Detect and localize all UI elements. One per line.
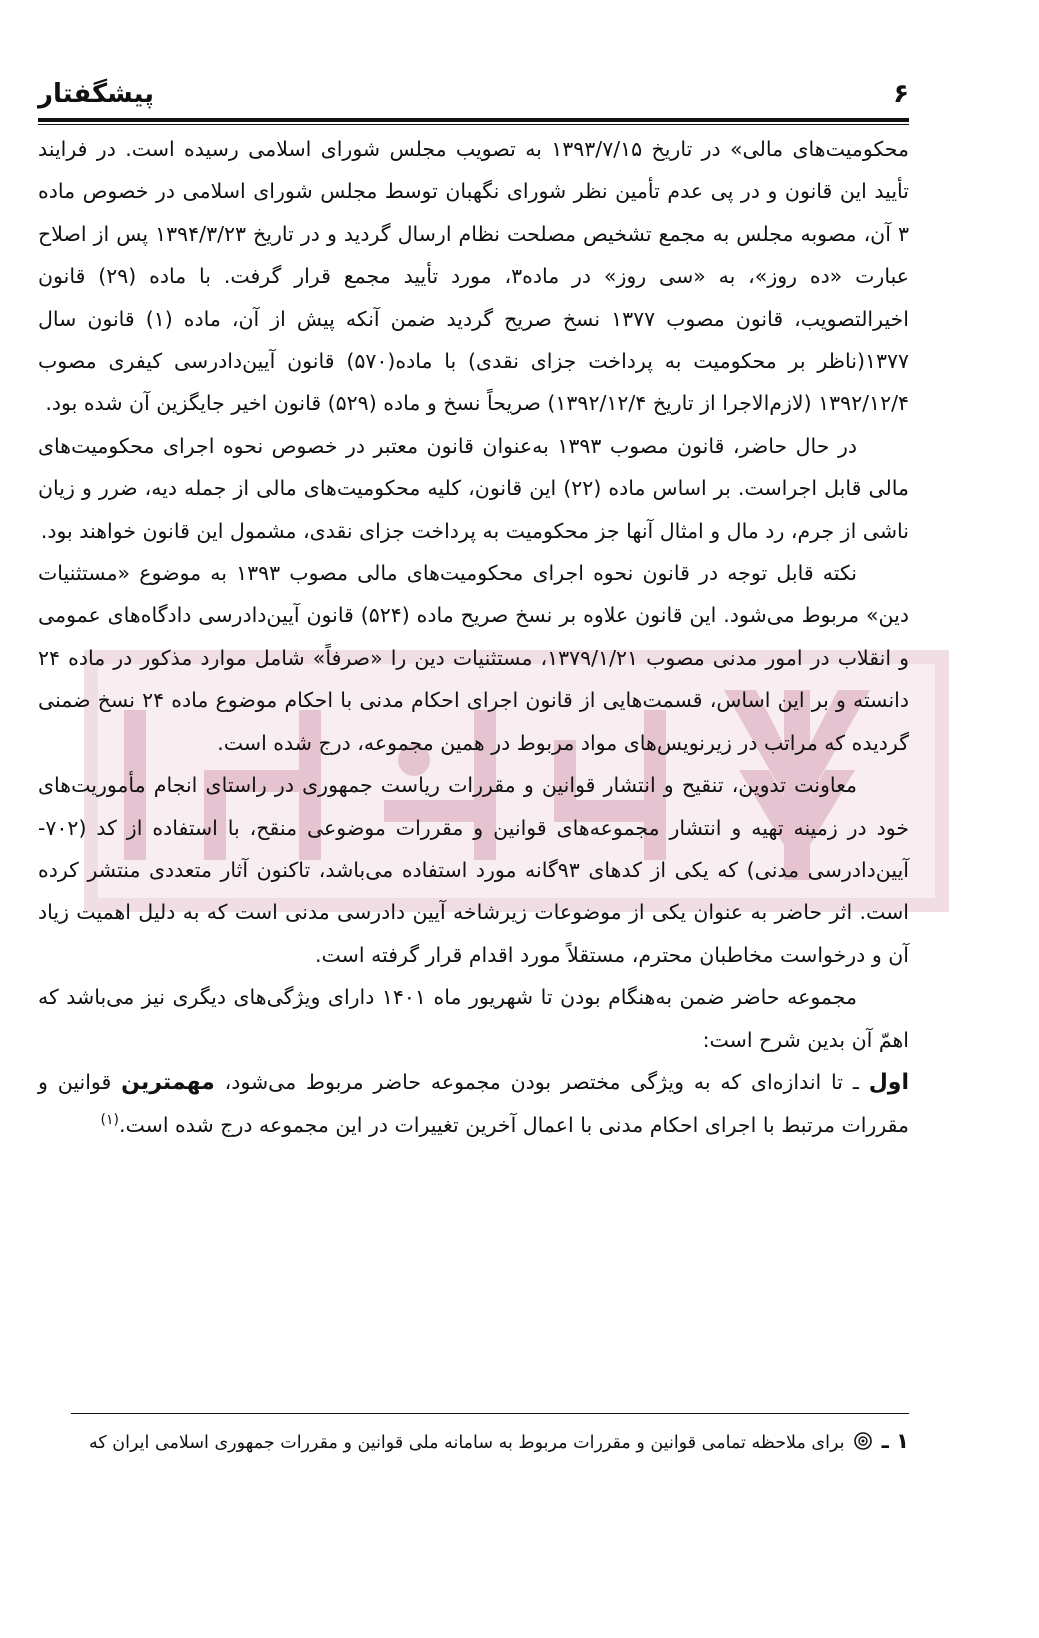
first-text-part1: تا اندازه‌ای که به ویژگی مختصر بودن مجموعه حاضر مربوط می‌شود،	[214, 1069, 844, 1094]
first-text-part2: قوانین و مقررات مرتبط با اجرای احکام مدنی با اعمال آخرین تغییرات در این مجموعه درج شده است.	[38, 1069, 909, 1138]
body-text	[38, 128, 909, 1147]
first-dash: ـ	[843, 1069, 869, 1094]
footnote-ref: (۱)	[100, 1112, 120, 1129]
footnote-text: برای ملاحظه تمامی قوانین و مقررات مربوط به سامانه ملی قوانین و مقررات جمهوری اسلامی ایران که	[89, 1433, 845, 1453]
paragraph-exemptions: نکته قابل توجه در قانون نحوه اجرای محکومیت‌های مالی مصوب ۱۳۹۳ به موضوع «مستثنیات دین» مربوط می‌شود. این قانون علاوه بر نسخ صریح ماده (۵۲۴) قانون آیین‌دادرسی دادگاه‌های عمومی و انقلاب در امور مدنی مصوب ۱۳۷۹/۱/۲۱، مستثنیات دین را «صرفاً» شامل موارد مذکور در ماده ۲۴ دانسته و بر این اساس، قسمت‌هایی از قانون اجرای احکام مدنی با احکام موضوع ماده ۲۴ نسخ ضمنی گردیده که مراتب در زیرنویس‌های مواد مربوط در همین مجموعه، درج شده است.	[38, 561, 910, 755]
running-title: پیشگفتار	[38, 79, 155, 109]
footnote-number: ۱ ـ	[881, 1429, 909, 1453]
footnote-rule	[71, 1413, 909, 1414]
header-rule	[38, 118, 909, 122]
footnote	[38, 1424, 909, 1460]
paragraph-deputy-office: معاونت تدوین، تنقیح و انتشار قوانین و مقررات ریاست جمهوری در راستای انجام مأموریت‌های خود در زمینه تهیه و انتشار مجموعه‌های قوانین و مقررات موضوعی منقح، با استفاده از کد (۷۰۲- آیین‌دادرسی مدنی) که یکی از کدهای ۹۳گانه مورد استفاده می‌باشد، تاکنون آثار متعددی منتشر کرده است. اثر حاضر به عنوان یکی از موضوعات زیرشاخه آیین دادرسی مدنی است که به دلیل اهمیت زیاد آن و درخواست مخاطبان محترم، مستقلاً مورد اقدام قرار گرفته است.	[38, 773, 909, 967]
paragraph-features: مجموعه حاضر ضمن به‌هنگام بودن تا شهریور ماه ۱۴۰۱ دارای ویژگی‌های دیگری نیز می‌باشد که اهمّ آن بدین شرح است:	[38, 985, 909, 1052]
page-number: ۶	[893, 79, 909, 109]
header-rule-thin	[38, 124, 909, 125]
paragraph-current-law: در حال حاضر، قانون مصوب ۱۳۹۳ به‌عنوان قانون معتبر در خصوص نحوه اجرای محکومیت‌های مالی قابل اجراست. بر اساس ماده (۲۲) این قانون، کلیه محکومیت‌های مالی از جمله دیه، ضرر و زیان ناشی از جرم، رد مال و امثال آنها جز محکومیت به پرداخت جزای نقدی، مشمول این قانون خواهند بود.	[38, 433, 909, 543]
paragraph-continuation: محکومیت‌های مالی» در تاریخ ۱۳۹۳/۷/۱۵ به تصویب مجلس شورای اسلامی رسیده است. در فرایند تأیید این قانون و در پی عدم تأمین نظر شورای نگهبان توسط مجلس شورای اسلامی در خصوص ماده ۳ آن، مصوبه مجلس به مجمع تشخیص مصلحت نظام ارسال گردید و در تاریخ ۱۳۹۴/۳/۲۳ پس از اصلاح عبارت «ده روز»، به «سی روز» در ماده۳، مورد تأیید مجمع قرار گرفت. با ماده (۲۹) قانون اخیرالتصویب، قانون مصوب ۱۳۷۷ نسخ صریح گردید ضمن آنکه پیش از آن، ماده (۱) قانون سال ۱۳۷۷(ناظر بر محکومیت به پرداخت جزای نقدی) با ماده(۵۷۰) قانون آیین‌دادرسی کیفری مصوب ۱۳۹۲/۱۲/۴ (لازم‌الاجرا از تاریخ ۱۳۹۲/۱۲/۴) صریحاً نسخ و ماده (۵۲۹) قانون اخیر جایگزین آن شده بود.	[38, 137, 909, 416]
emphasis-word: مهمترین	[121, 1069, 215, 1095]
running-header	[38, 78, 909, 114]
paragraph-first-feature	[38, 1061, 909, 1147]
ornament-icon	[853, 1431, 873, 1451]
first-label: اول	[868, 1069, 910, 1095]
